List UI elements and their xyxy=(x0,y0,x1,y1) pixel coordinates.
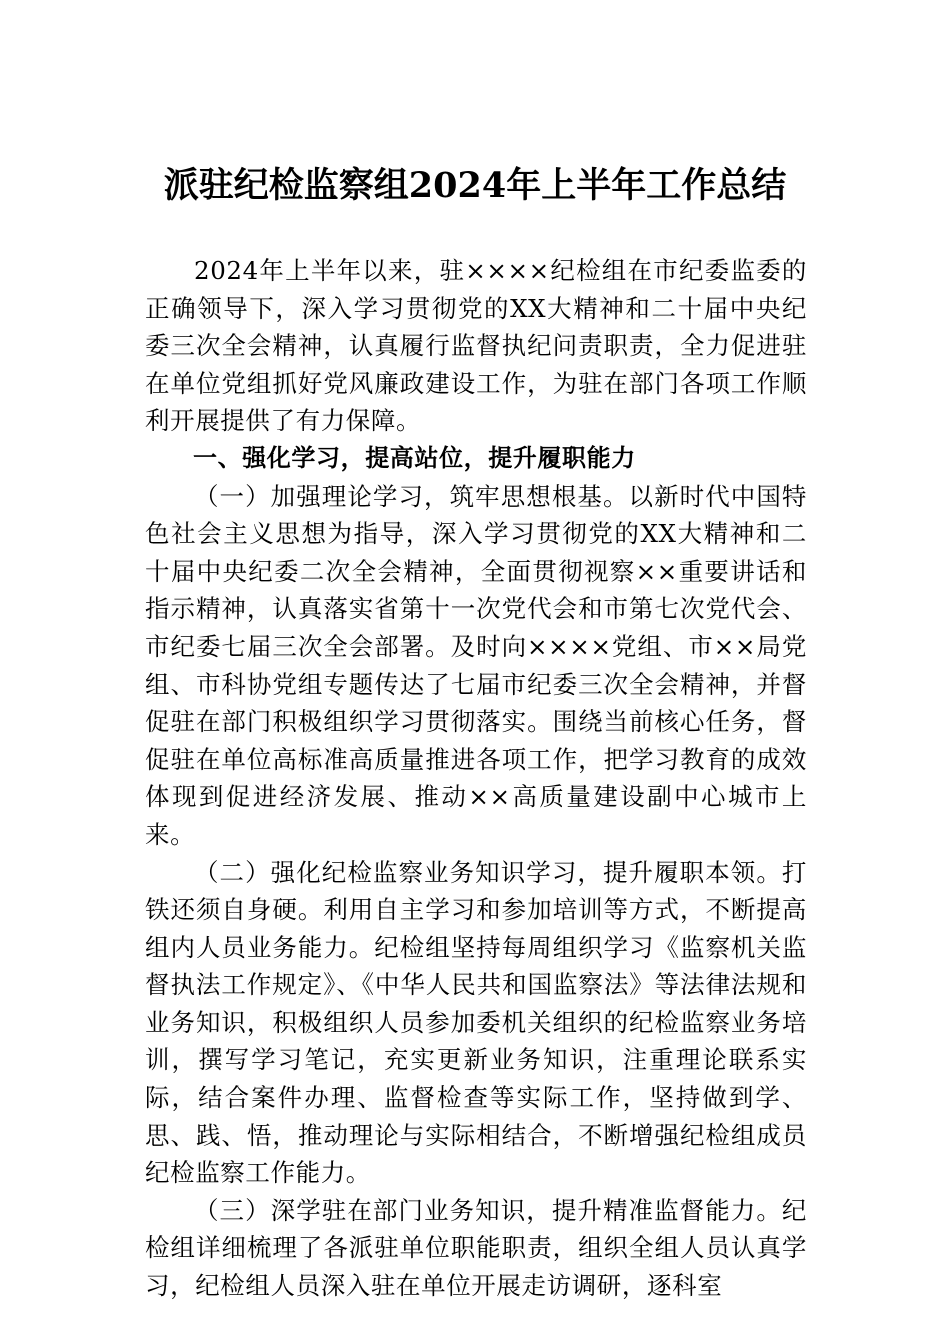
subsection-paragraph-2: （二）强化纪检监察业务知识学习，提升履职本领。打铁还须自身硬。利用自主学习和参加培训等方式，不断提高组内人员业务能力。纪检组坚持每周组织学习《监察机关监督执法工作规定》、《中华人民共和国监察法》等法律法规和业务知识，积极组织人员参加委机关组织的纪检监察业务培训，撰写学习笔记，充实更新业务知识，注重理论联系实际，结合案件办理、监督检查等实际工作，坚持做到学、思、践、悟，推动理论与实际相结合，不断增强纪检组成员纪检监察工作能力。 xyxy=(145,857,807,1188)
document-title: 派驻纪检监察组2024年上半年工作总结 xyxy=(163,165,787,206)
subsection-paragraph-3: （三）深学驻在部门业务知识，提升精准监督能力。纪检组详细梳理了各派驻单位职能职责，组织全组人员认真学习，纪检组人员深入驻在单位开展走访调研，逐科室 xyxy=(145,1195,807,1301)
section-heading: 一、强化学习，提高站位，提升履职能力 xyxy=(193,443,636,472)
document-body xyxy=(145,252,807,1305)
intro-paragraph: 2024年上半年以来，驻××××纪检组在市纪委监委的正确领导下，深入学习贯彻党的XX大精神和二十届中央纪委三次全会精神，认真履行监督执纪问责职责，全力促进驻在单位党组抓好党风廉政建设工作，为驻在部门各项工作顺利开展提供了有力保障。 xyxy=(145,256,807,436)
subsection-paragraph-1: （一）加强理论学习，筑牢思想根基。以新时代中国特色社会主义思想为指导，深入学习贯彻党的XX大精神和二十届中央纪委二次全会精神，全面贯彻视察××重要讲话和指示精神，认真落实省第十一次党代会和市第七次党代会、市纪委七届三次全会部署。及时向××××党组、市××局党组、市科协党组专题传达了七届市纪委三次全会精神，并督促驻在部门积极组织学习贯彻落实。围绕当前核心任务，督促驻在单位高标准高质量推进各项工作，把学习教育的成效体现到促进经济发展、推动××高质量建设副中心城市上来。 xyxy=(145,481,807,849)
